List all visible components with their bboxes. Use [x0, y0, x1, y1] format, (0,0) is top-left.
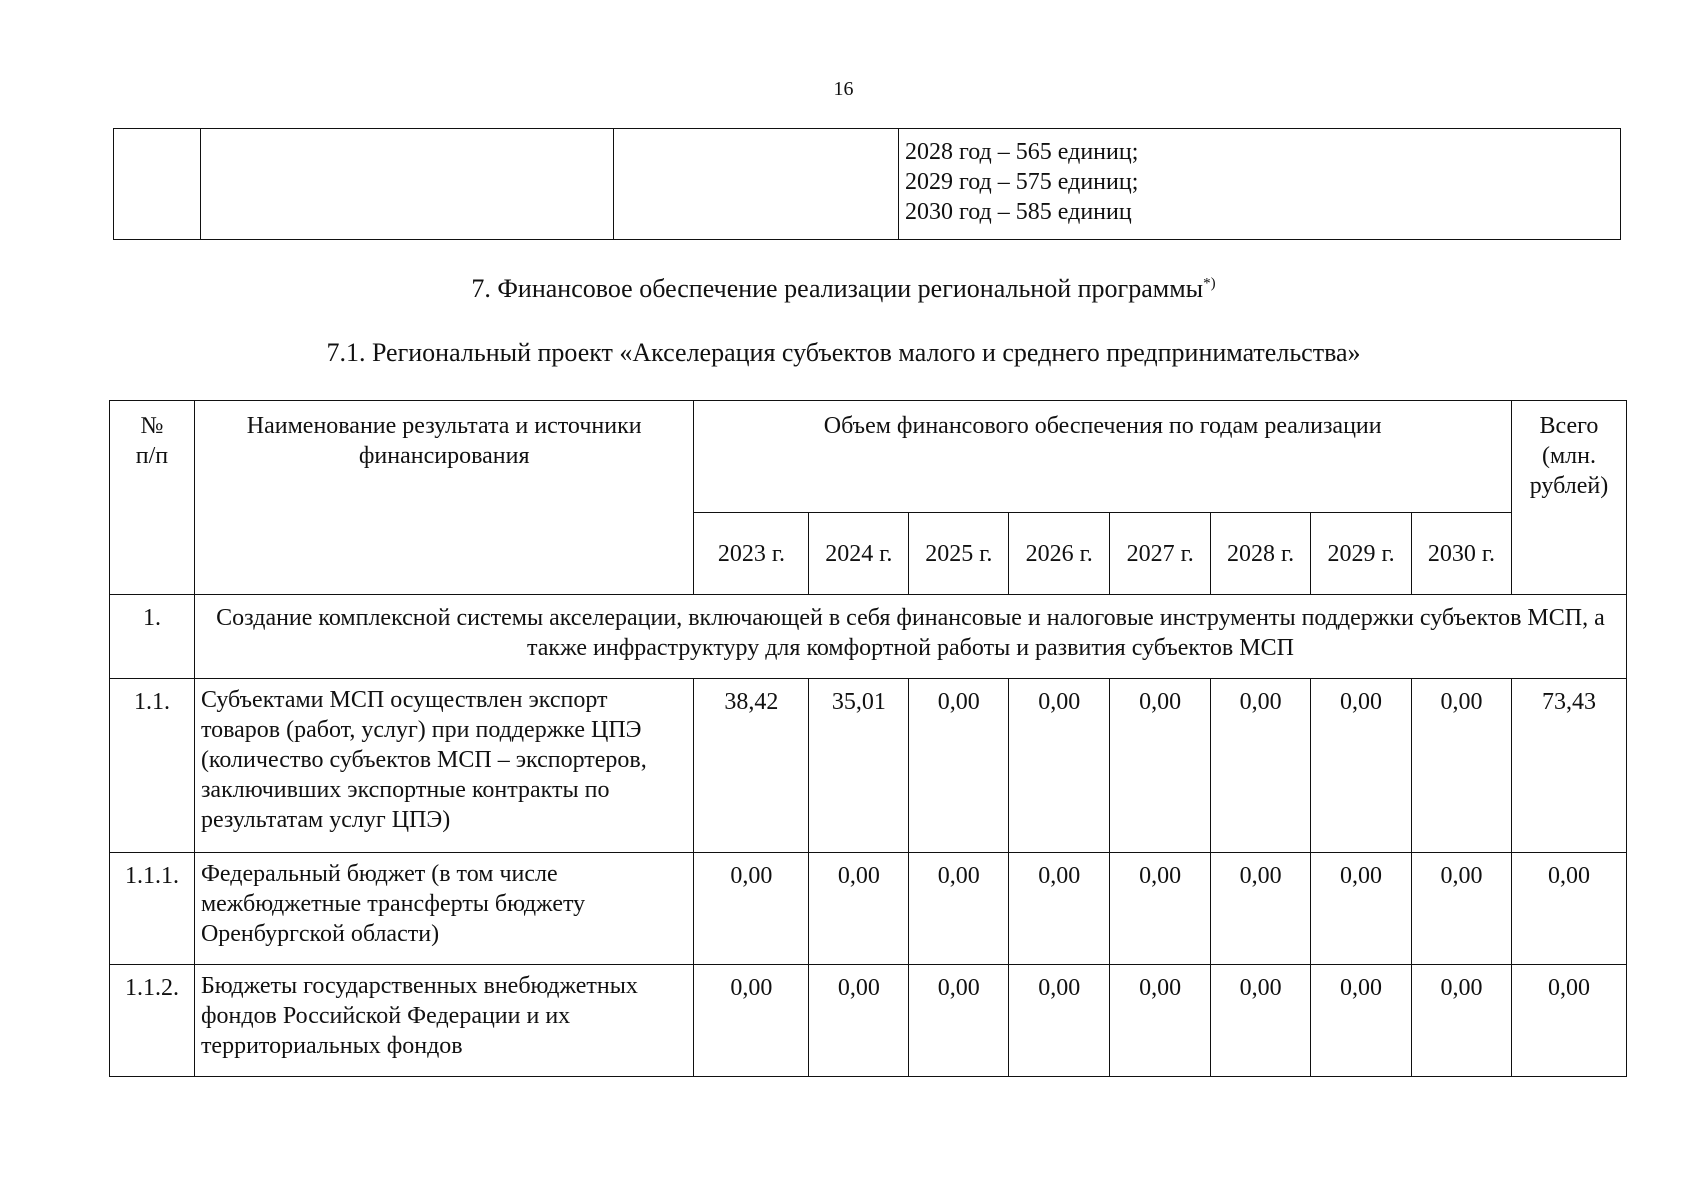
table-row — [110, 679, 1627, 853]
value-cell: 35,01 — [809, 679, 909, 853]
value-cell: 0,00 — [1411, 679, 1511, 853]
row-index: 1.1.2. — [110, 965, 195, 1077]
col-header-number-line: № — [140, 413, 164, 439]
continuation-values-cell — [899, 129, 1621, 240]
year-header: 2028 г. — [1211, 513, 1311, 595]
year-header: 2025 г. — [909, 513, 1009, 595]
subsection-heading: 7.1. Региональный проект «Акселерация субъектов малого и среднего предпринимательства» — [326, 338, 1361, 367]
col-header-total-line: (млн. — [1541, 443, 1596, 469]
continuation-table — [113, 128, 1621, 240]
value-cell: 0,00 — [909, 965, 1009, 1077]
empty-cell — [114, 129, 201, 240]
value-cell: 0,00 — [1311, 853, 1412, 965]
value-cell: 0,00 — [809, 965, 909, 1077]
section-title: Создание комплексной системы акселерации, включающей в себя финансовые и налоговые инструменты поддержки субъектов МСП, а также инфраструктуру для комфортной работы и развития субъектов МСП — [194, 595, 1626, 679]
footnote-mark: *) — [1203, 275, 1216, 292]
year-header: 2029 г. — [1311, 513, 1412, 595]
section-row — [110, 595, 1627, 679]
value-cell: 0,00 — [1009, 853, 1110, 965]
value-cell: 0,00 — [1311, 965, 1412, 1077]
value-cell: 0,00 — [1411, 853, 1511, 965]
total-cell: 0,00 — [1511, 965, 1626, 1077]
section-heading-text: 7. Финансовое обеспечение реализации региональной программы — [471, 274, 1204, 303]
col-header-total — [1511, 401, 1626, 595]
section-heading — [0, 274, 1687, 304]
col-header-total-line: рублей) — [1529, 473, 1609, 499]
value-cell: 0,00 — [694, 965, 809, 1077]
value-cell: 0,00 — [1009, 965, 1110, 1077]
year-header: 2026 г. — [1009, 513, 1110, 595]
year-header: 2023 г. — [694, 513, 809, 595]
row-index: 1.1.1. — [110, 853, 195, 965]
value-cell: 0,00 — [809, 853, 909, 965]
value-cell: 0,00 — [1211, 853, 1311, 965]
row-name: Бюджеты государственных внебюджетных фондов Российской Федерации и их территориальных фондов — [194, 965, 694, 1077]
header-row — [110, 401, 1627, 513]
table-row — [110, 853, 1627, 965]
value-cell: 0,00 — [909, 853, 1009, 965]
page-number: 16 — [833, 78, 854, 100]
finance-table — [109, 400, 1627, 1077]
value-cell: 0,00 — [909, 679, 1009, 853]
col-header-name: Наименование результата и источники финансирования — [194, 401, 694, 595]
total-cell: 0,00 — [1511, 853, 1626, 965]
row-name: Субъектами МСП осуществлен экспорт товаров (работ, услуг) при поддержке ЦПЭ (количество субъектов МСП – экспортеров, заключивших экспортные контракты по результатам услуг ЦПЭ) — [194, 679, 694, 853]
total-cell: 73,43 — [1511, 679, 1626, 853]
value-cell: 0,00 — [1411, 965, 1511, 1077]
value-cell: 0,00 — [1211, 965, 1311, 1077]
section-index: 1. — [110, 595, 195, 679]
table-row — [110, 965, 1627, 1077]
col-header-number — [110, 401, 195, 595]
year-header: 2027 г. — [1110, 513, 1211, 595]
continuation-line: 2029 год – 575 единиц; — [905, 169, 1139, 195]
row-index: 1.1. — [110, 679, 195, 853]
value-cell: 0,00 — [694, 853, 809, 965]
value-cell: 0,00 — [1009, 679, 1110, 853]
value-cell: 0,00 — [1110, 679, 1211, 853]
col-header-total-line: Всего — [1539, 413, 1599, 439]
value-cell: 0,00 — [1110, 965, 1211, 1077]
value-cell: 38,42 — [694, 679, 809, 853]
col-header-volume: Объем финансового обеспечения по годам реализации — [694, 401, 1511, 513]
empty-cell — [201, 129, 614, 240]
year-header: 2024 г. — [809, 513, 909, 595]
empty-cell — [614, 129, 899, 240]
row-name: Федеральный бюджет (в том числе межбюджетные трансферты бюджету Оренбургской области) — [194, 853, 694, 965]
continuation-line: 2030 год – 585 единиц — [905, 199, 1132, 225]
value-cell: 0,00 — [1110, 853, 1211, 965]
col-header-number-line: п/п — [135, 443, 169, 469]
continuation-line: 2028 год – 565 единиц; — [905, 139, 1139, 165]
value-cell: 0,00 — [1211, 679, 1311, 853]
year-header: 2030 г. — [1411, 513, 1511, 595]
value-cell: 0,00 — [1311, 679, 1412, 853]
